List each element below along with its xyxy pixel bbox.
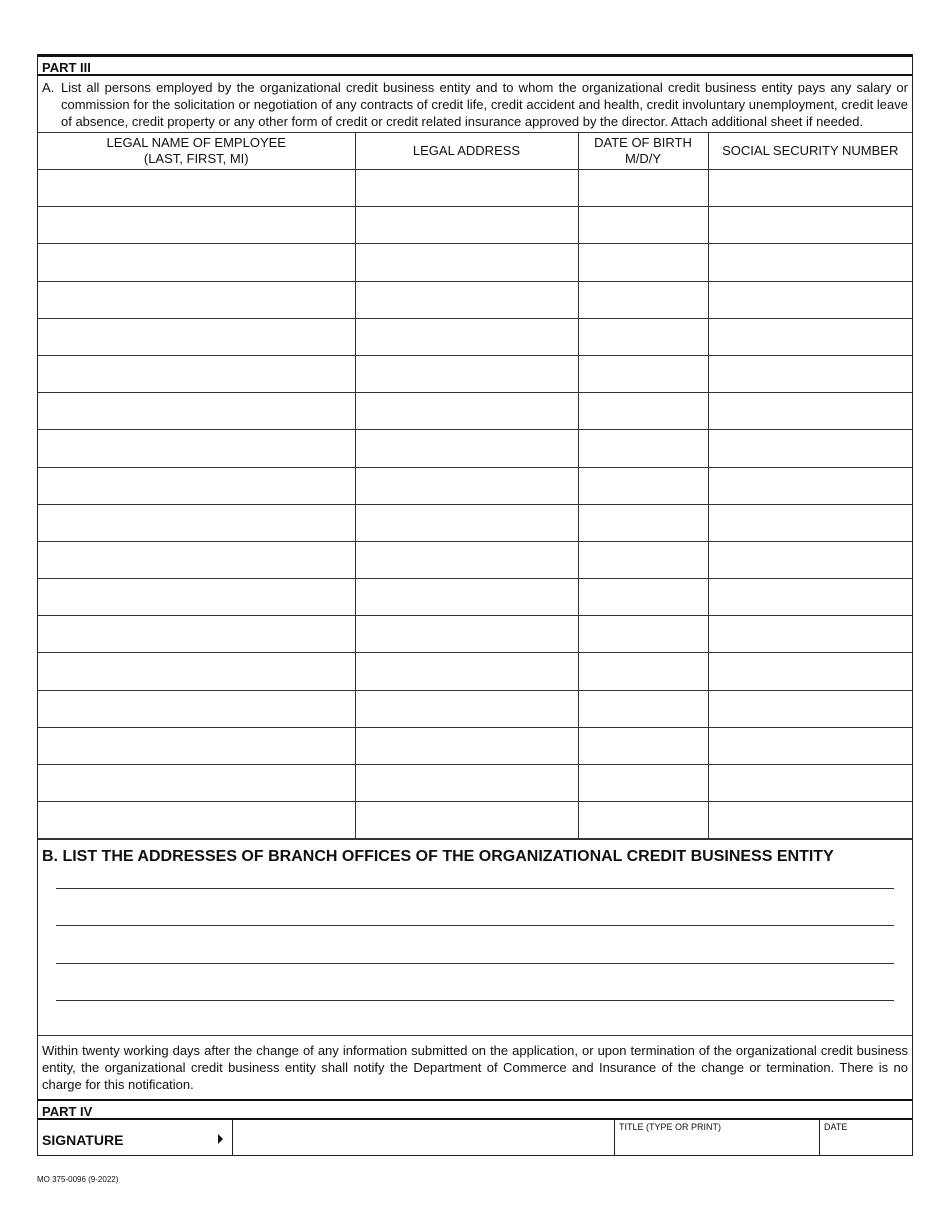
ssn-cell[interactable] (708, 765, 912, 802)
part-iv-section (38, 1099, 912, 1156)
ssn-cell[interactable] (708, 579, 912, 616)
date-of-birth-cell[interactable] (578, 430, 708, 467)
legal-address-cell[interactable] (355, 802, 578, 839)
ssn-cell[interactable] (708, 467, 912, 504)
table-row (38, 170, 912, 207)
ssn-cell[interactable] (708, 690, 912, 727)
legal-address-cell[interactable] (355, 207, 578, 244)
legal-address-cell[interactable] (355, 727, 578, 764)
branch-address-line[interactable] (56, 925, 894, 926)
table-row (38, 541, 912, 578)
legal-address-cell[interactable] (355, 504, 578, 541)
branch-address-line[interactable] (56, 963, 894, 964)
date-of-birth-cell[interactable] (578, 727, 708, 764)
table-row (38, 430, 912, 467)
ssn-cell[interactable] (708, 541, 912, 578)
legal-address-cell[interactable] (355, 616, 578, 653)
column-ssn: SOCIAL SECURITY NUMBER (708, 133, 912, 170)
ssn-cell[interactable] (708, 318, 912, 355)
legal-name-cell[interactable] (38, 616, 355, 653)
table-row (38, 393, 912, 430)
legal-name-cell[interactable] (38, 653, 355, 690)
employee-table-header (38, 133, 912, 170)
date-of-birth-cell[interactable] (578, 690, 708, 727)
legal-name-cell[interactable] (38, 765, 355, 802)
branch-address-line[interactable] (56, 888, 894, 889)
ssn-cell[interactable] (708, 281, 912, 318)
date-of-birth-cell[interactable] (578, 281, 708, 318)
date-field[interactable] (820, 1120, 912, 1155)
part-iv-heading: PART IV (38, 1101, 912, 1120)
date-of-birth-cell[interactable] (578, 579, 708, 616)
ssn-cell[interactable] (708, 802, 912, 839)
legal-address-cell[interactable] (355, 170, 578, 207)
branch-offices-section (38, 839, 912, 1035)
table-row (38, 318, 912, 355)
table-row (38, 281, 912, 318)
table-row (38, 579, 912, 616)
legal-address-cell[interactable] (355, 765, 578, 802)
title-field-label: TITLE (TYPE OR PRINT) (619, 1122, 722, 1133)
legal-address-cell[interactable] (355, 355, 578, 392)
arrow-right-icon (218, 1134, 223, 1144)
ssn-cell[interactable] (708, 355, 912, 392)
legal-address-cell[interactable] (355, 579, 578, 616)
branch-offices-title: B. LIST THE ADDRESSES OF BRANCH OFFICES OF THE ORGANIZATIONAL CREDIT BUSINESS ENTITY (42, 848, 834, 866)
date-of-birth-cell[interactable] (578, 765, 708, 802)
date-field-label: DATE (824, 1122, 848, 1133)
date-of-birth-cell[interactable] (578, 467, 708, 504)
legal-name-cell[interactable] (38, 355, 355, 392)
column-legal-address: LEGAL ADDRESS (355, 133, 578, 170)
table-row (38, 616, 912, 653)
table-row (38, 504, 912, 541)
ssn-cell[interactable] (708, 430, 912, 467)
legal-name-cell[interactable] (38, 318, 355, 355)
legal-name-cell[interactable] (38, 281, 355, 318)
ssn-cell[interactable] (708, 170, 912, 207)
item-a-label: A. (42, 80, 55, 95)
legal-name-cell[interactable] (38, 802, 355, 839)
date-of-birth-cell[interactable] (578, 504, 708, 541)
column-dob-line2: M/D/Y (624, 151, 662, 166)
column-dob-line1: DATE OF BIRTH (594, 135, 692, 150)
ssn-cell[interactable] (708, 653, 912, 690)
date-of-birth-cell[interactable] (578, 170, 708, 207)
legal-address-cell[interactable] (355, 690, 578, 727)
date-of-birth-cell[interactable] (578, 616, 708, 653)
table-row (38, 765, 912, 802)
legal-address-cell[interactable] (355, 244, 578, 281)
legal-address-cell[interactable] (355, 430, 578, 467)
legal-address-cell[interactable] (355, 467, 578, 504)
column-legal-name-line1: LEGAL NAME OF EMPLOYEE (106, 135, 286, 150)
notification-notice: Within twenty working days after the change of any information submitted on the application, or upon termination of the organizational credit business entity, the organizational credit business entity shall notify the Department of Commerce and Insurance of the change or termination. There is no charge for this notification. (38, 1035, 912, 1099)
legal-name-cell[interactable] (38, 467, 355, 504)
ssn-cell[interactable] (708, 393, 912, 430)
branch-address-line[interactable] (56, 1000, 894, 1001)
ssn-cell[interactable] (708, 207, 912, 244)
date-of-birth-cell[interactable] (578, 393, 708, 430)
table-row (38, 355, 912, 392)
date-of-birth-cell[interactable] (578, 541, 708, 578)
legal-address-cell[interactable] (355, 318, 578, 355)
table-row (38, 244, 912, 281)
legal-name-cell[interactable] (38, 430, 355, 467)
date-of-birth-cell[interactable] (578, 653, 708, 690)
signature-label-cell (38, 1120, 233, 1155)
legal-address-cell[interactable] (355, 393, 578, 430)
column-legal-name (38, 133, 355, 170)
legal-name-cell[interactable] (38, 170, 355, 207)
table-row (38, 207, 912, 244)
part-iii-heading: PART III (38, 57, 912, 76)
employee-table-body (38, 170, 912, 839)
legal-name-cell[interactable] (38, 541, 355, 578)
signature-label: SIGNATURE (42, 1132, 124, 1149)
legal-address-cell[interactable] (355, 281, 578, 318)
legal-name-cell[interactable] (38, 690, 355, 727)
legal-name-cell[interactable] (38, 207, 355, 244)
legal-name-cell[interactable] (38, 393, 355, 430)
employee-table (38, 132, 912, 839)
item-a-text: List all persons employed by the organizational credit business entity and to whom the organizational credit business entity pays any salary or commission for the solicitation or negotiation of any contracts of credit life, credit accident and health, credit involuntary unemployment, credit leave of absence, credit property or any other form of credit or credit related insurance approved by the director. Attach additional sheet if needed. (61, 80, 908, 129)
legal-address-cell[interactable] (355, 541, 578, 578)
column-legal-name-line2: (LAST, FIRST, MI) (143, 151, 249, 166)
form-number: MO 375-0096 (9-2022) (37, 1175, 119, 1184)
date-of-birth-cell[interactable] (578, 318, 708, 355)
date-of-birth-cell[interactable] (578, 355, 708, 392)
table-row (38, 727, 912, 764)
ssn-cell[interactable] (708, 244, 912, 281)
date-of-birth-cell[interactable] (578, 207, 708, 244)
legal-name-cell[interactable] (38, 727, 355, 764)
legal-name-cell[interactable] (38, 579, 355, 616)
signature-row (38, 1120, 912, 1156)
signature-field[interactable] (233, 1120, 615, 1155)
part-iii-instructions (38, 76, 912, 132)
date-of-birth-cell[interactable] (578, 244, 708, 281)
table-row (38, 653, 912, 690)
table-row (38, 467, 912, 504)
legal-name-cell[interactable] (38, 504, 355, 541)
ssn-cell[interactable] (708, 616, 912, 653)
table-row (38, 802, 912, 839)
legal-address-cell[interactable] (355, 653, 578, 690)
column-date-of-birth (578, 133, 708, 170)
date-of-birth-cell[interactable] (578, 802, 708, 839)
legal-name-cell[interactable] (38, 244, 355, 281)
ssn-cell[interactable] (708, 727, 912, 764)
title-field[interactable] (615, 1120, 820, 1155)
table-row (38, 690, 912, 727)
form-page (37, 54, 913, 1156)
ssn-cell[interactable] (708, 504, 912, 541)
